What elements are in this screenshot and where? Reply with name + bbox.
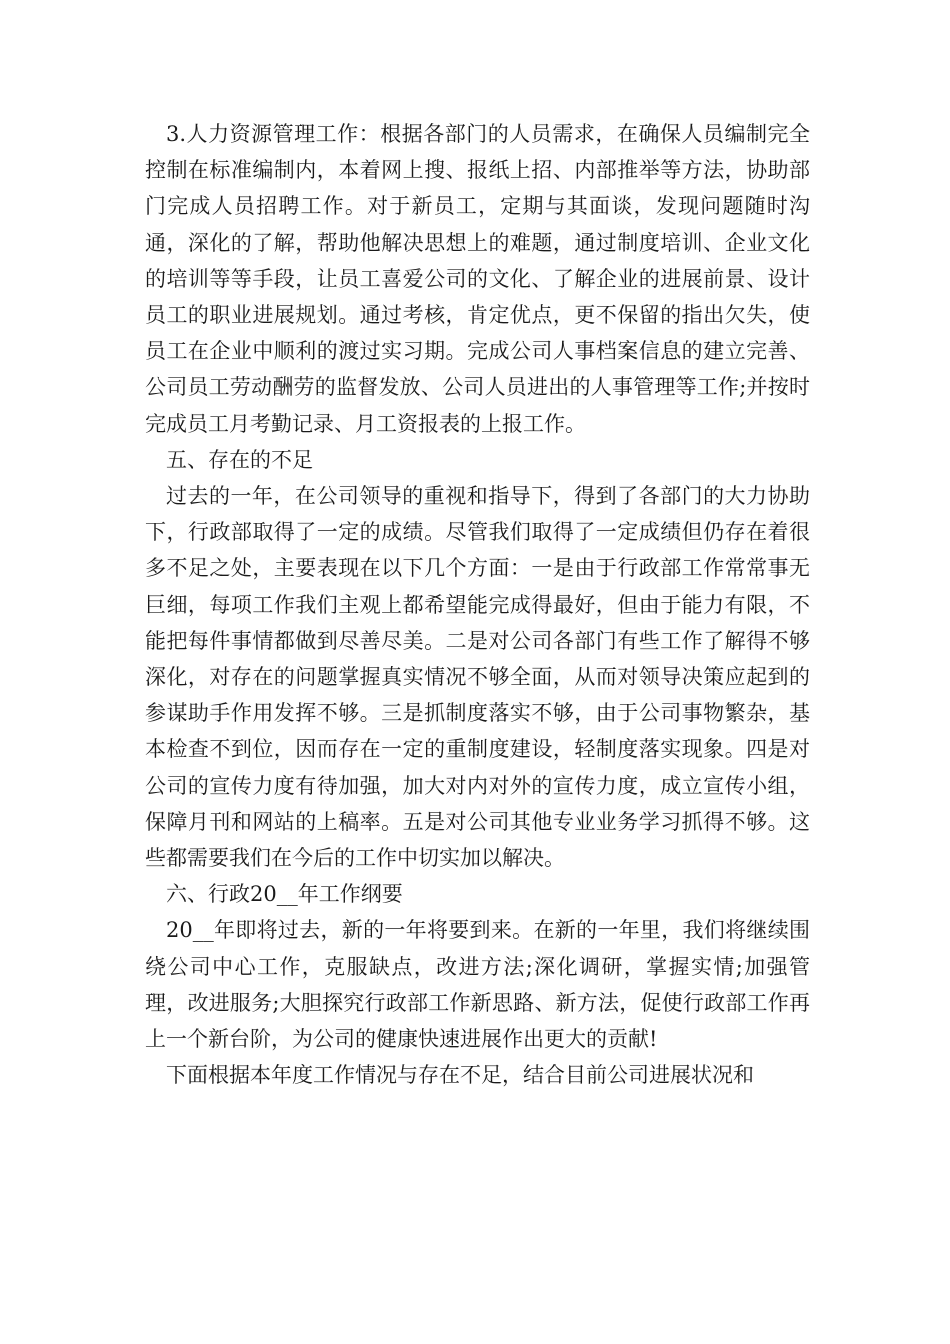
paragraph-shortcomings: 过去的一年，在公司领导的重视和指导下，得到了各部门的大力协助下，行政部取得了一定的成绩。尽管我们取得了一定成绩但仍存在着很多不足之处，主要表现在以下几个方面：一是由于行政部工作常常事无巨细，每项工作我们主观上都希望能完成得最好，但由于能力有限，不能把每件事情都做到尽善尽美。二是对公司各部门有些工作了解得不够深化，对存在的问题掌握真实情况不够全面，从而对领导决策应起到的参谋助手作用发挥不够。三是抓制度落实不够，由于公司事物繁杂，基本检查不到位，因而存在一定的重制度建设，轻制度落实现象。四是对公司的宣传力度有待加强，加大对内对外的宣传力度，成立宣传小组，保障月刊和网站的上稿率。五是对公司其他专业业务学习抓得不够。这些都需要我们在今后的工作中切实加以解决。 [145, 484, 810, 871]
paragraph-new-year-outlook: 20__年即将过去，新的一年将要到来。在新的一年里，我们将继续围绕公司中心工作，克服缺点，改进方法;深化调研，掌握实情;加强管理，改进服务;大胆探究行政部工作新思路、新方法，促使行政部工作再上一个新台阶，为公司的健康快速进展作出更大的贡献! [145, 918, 810, 1052]
section-heading-work-outline: 六、行政20__年工作纲要 [166, 882, 403, 907]
paragraph-plan-intro: 下面根据本年度工作情况与存在不足，结合目前公司进展状况和 [166, 1063, 754, 1088]
document-body [145, 116, 810, 1093]
paragraph-hr-management: 3.人力资源管理工作：根据各部门的人员需求，在确保人员编制完全控制在标准编制内，本着网上搜、报纸上招、内部推举等方法，协助部门完成人员招聘工作。对于新员工，定期与其面谈，发现问题随时沟通，深化的了解，帮助他解决思想上的难题，通过制度培训、企业文化的培训等等手段，让员工喜爱公司的文化、了解企业的进展前景、设计员工的职业进展规划。通过考核，肯定优点，更不保留的指出欠失，使员工在企业中顺利的渡过实习期。完成公司人事档案信息的建立完善、公司员工劳动酬劳的监督发放、公司人员进出的人事管理等工作;并按时完成员工月考勤记录、月工资报表的上报工作。 [145, 122, 810, 436]
section-heading-shortcomings: 五、存在的不足 [166, 447, 313, 472]
